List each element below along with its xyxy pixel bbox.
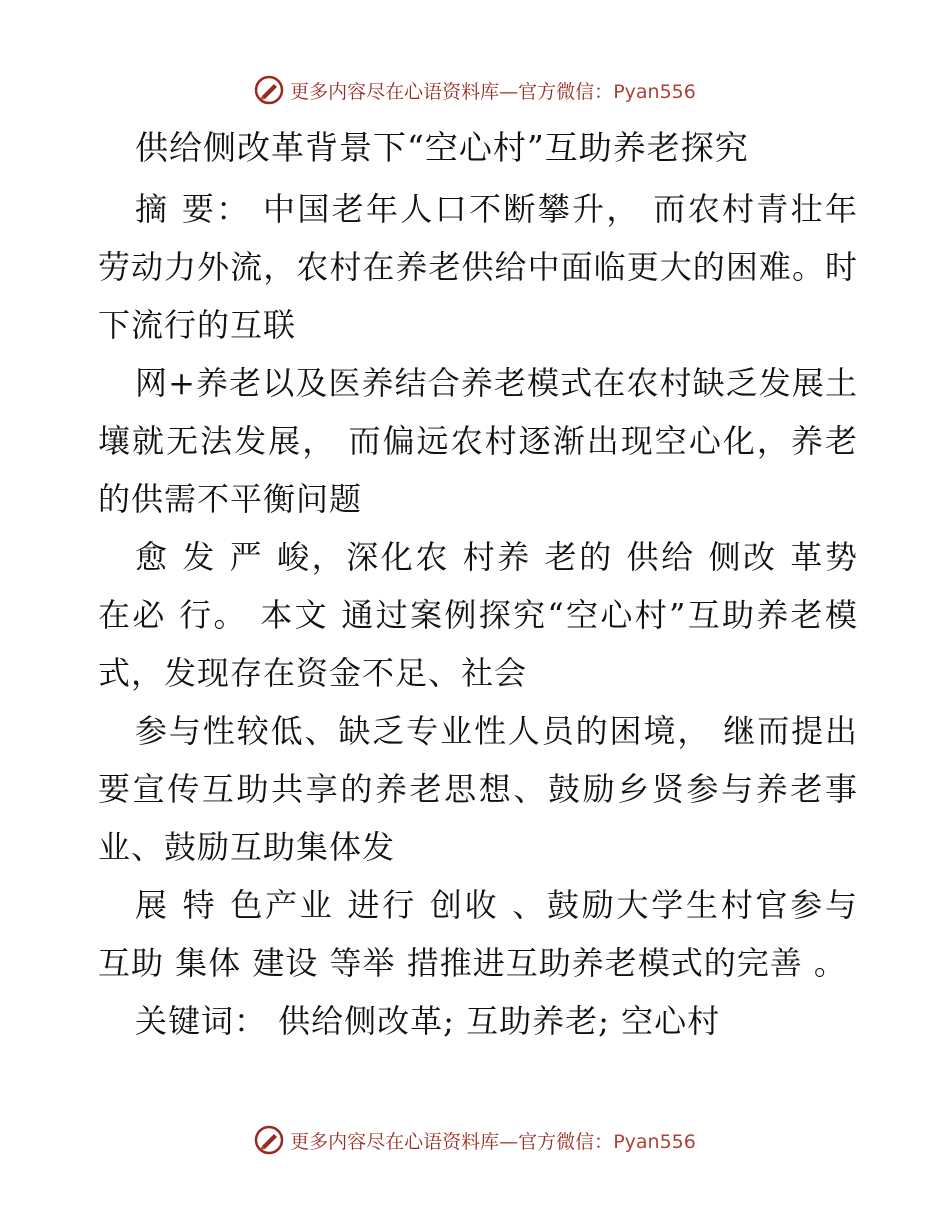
document-title: 供给侧改革背景下“空心村”互助养老探究 (135, 128, 749, 167)
watermark-account: Pyan556 (613, 80, 696, 103)
watermark-dash: — (499, 1130, 519, 1153)
abstract-paragraph-2: 网+养老以及医养结合养老模式在农村缺乏发展土壤就无法发展， 而偏远农村逐渐出现空心化，养老的供需不平衡问题 (98, 364, 858, 518)
brand-logo-icon (254, 75, 284, 105)
watermark-dash: — (499, 80, 519, 103)
watermark-text: 更多内容尽在心语资料库 (290, 1130, 500, 1153)
watermark-wechat: 官方微信： (518, 1130, 614, 1153)
watermark-wechat: 官方微信： (518, 80, 614, 103)
brand-logo-icon (254, 1125, 284, 1155)
abstract-paragraph-4: 参与性较低、缺乏专业性人员的困境， 继而提出要宣传互助共享的养老思想、鼓励乡贤参与养老事业、鼓励互助集体发 (98, 712, 858, 866)
abstract-paragraph-3: 愈 发 严 峻，深化农 村养 老的 供给 侧改 革势 在必 行。 本文 通过案例探究“空心村”互助养老模式，发现存在资金不足、社会 (98, 538, 858, 692)
header-watermark (0, 70, 950, 110)
keywords-line: 关键词： 供给侧改革; 互助养老; 空心村 (135, 1002, 721, 1040)
abstract-paragraph-1: 摘 要： 中国老年人口不断攀升， 而农村青壮年劳动力外流，农村在养老供给中面临更大的困难。时下流行的互联 (98, 190, 858, 344)
abstract-paragraph-5: 展 特 色产业 进行 创收 、鼓励大学生村官参与 互助 集体 建设 等举 措推进互助养老模式的完善 。 (98, 886, 858, 982)
watermark-text: 更多内容尽在心语资料库 (290, 80, 500, 103)
watermark-account: Pyan556 (613, 1130, 696, 1153)
footer-watermark (0, 1120, 950, 1160)
document-body (98, 122, 858, 1050)
